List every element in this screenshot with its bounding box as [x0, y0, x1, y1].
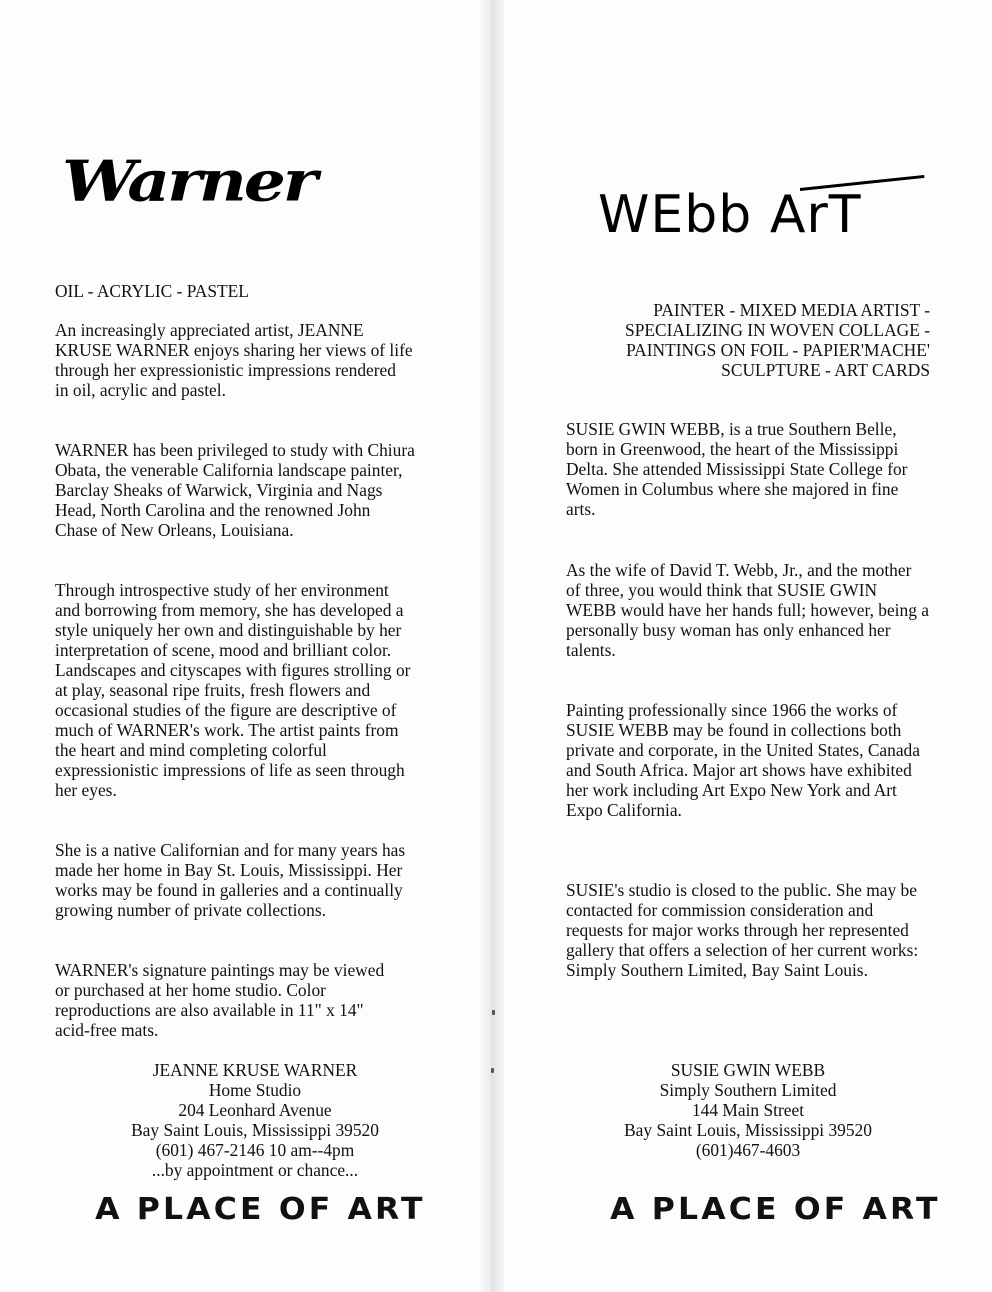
page-fold — [478, 0, 504, 1292]
webb-paragraph-2: As the wife of David T. Webb, Jr., and the mother of three, you would think that SUSIE GWIN WEBB would have her hands full; however, being a personally busy woman has only enhanced her talents. — [566, 560, 929, 660]
webb-address-line1: Simply Southern Limited — [659, 1080, 837, 1100]
warner-address — [40, 1060, 470, 1180]
webb-paragraph-3: Painting professionally since 1966 the works of SUSIE WEBB may be found in collections both private and corporate, in the United States, Canada and South Africa. Major art shows have exhibited her work including Art Expo New York and Art Expo California. — [566, 700, 920, 820]
webb-address-line2: 144 Main Street — [691, 1100, 805, 1120]
webb-address-name: SUSIE GWIN WEBB — [670, 1060, 826, 1080]
warner-media: OIL - ACRYLIC - PASTEL — [55, 281, 249, 301]
warner-paragraph-1: An increasingly appreciated artist, JEANNE KRUSE WARNER enjoys sharing her views of life through her expressionistic impressions rendered in oil, acrylic and pastel. — [55, 320, 413, 400]
warner-address-line1: Home Studio — [208, 1080, 302, 1100]
webb-media-line4: SCULPTURE - ART CARDS — [721, 360, 930, 380]
scan-speck — [492, 1010, 495, 1015]
warner-footer: A PLACE OF ART — [95, 1192, 426, 1227]
warner-paragraph-4: She is a native Californian and for many years has made her home in Bay St. Louis, Mississippi. Her works may be found in galleries and a continually growing number of private collections. — [55, 840, 406, 920]
webb-media-line1: PAINTER - MIXED MEDIA ARTIST - — [653, 300, 930, 320]
webb-media — [566, 300, 930, 380]
webb-media-line3: PAINTINGS ON FOIL - PAPIER'MACHE' — [626, 340, 930, 360]
warner-address-line2: 204 Leonhard Avenue — [178, 1100, 332, 1120]
warner-paragraph-5: WARNER's signature paintings may be viewed or purchased at her home studio. Color reproductions are also available in 11" x 14" acid-free mats. — [55, 960, 385, 1040]
scan-speck — [491, 1068, 494, 1073]
webb-logo-flourish — [800, 175, 925, 191]
webb-footer: A PLACE OF ART — [610, 1192, 941, 1227]
webb-address-line4: (601)467-4603 — [695, 1140, 801, 1160]
warner-logo: Warner — [62, 148, 315, 215]
warner-address-name: JEANNE KRUSE WARNER — [152, 1060, 358, 1080]
warner-address-line3: Bay Saint Louis, Mississippi 39520 — [131, 1120, 379, 1140]
webb-address-line3: Bay Saint Louis, Mississippi 39520 — [624, 1120, 872, 1140]
webb-logo: WEbb ArT — [598, 185, 862, 245]
warner-paragraph-3: Through introspective study of her environment and borrowing from memory, she has developed a style uniquely her own and distinguishable by her interpretation of scene, mood and brilliant color. Landscapes and cityscapes with figures strolling or at play, seasonal ripe fruits, fresh flowers and occasional studies of the figure are descriptive of much of WARNER's work. The artist paints from the heart and mind completing colorful expressionistic impressions of life as seen through her eyes. — [55, 580, 411, 800]
warner-address-line5: ...by appointment or chance... — [151, 1160, 359, 1180]
webb-paragraph-1: SUSIE GWIN WEBB, is a true Southern Belle, born in Greenwood, the heart of the Mississippi Delta. She attended Mississippi State College for Women in Columbus where she majored in fine arts. — [566, 419, 908, 519]
warner-address-line4: (601) 467-2146 10 am--4pm — [155, 1140, 355, 1160]
webb-media-line2: SPECIALIZING IN WOVEN COLLAGE - — [625, 320, 930, 340]
warner-paragraph-2: WARNER has been privileged to study with Chiura Obata, the venerable California landscape painter, Barclay Sheaks of Warwick, Virginia and Nags Head, North Carolina and the renowned John Chase of New Orleans, Louisiana. — [55, 440, 415, 540]
webb-address — [566, 1060, 930, 1160]
webb-paragraph-4: SUSIE's studio is closed to the public. She may be contacted for commission consideration and requests for major works through her represented gallery that offers a selection of her current works: Simply Southern Limited, Bay Saint Louis. — [566, 880, 919, 980]
